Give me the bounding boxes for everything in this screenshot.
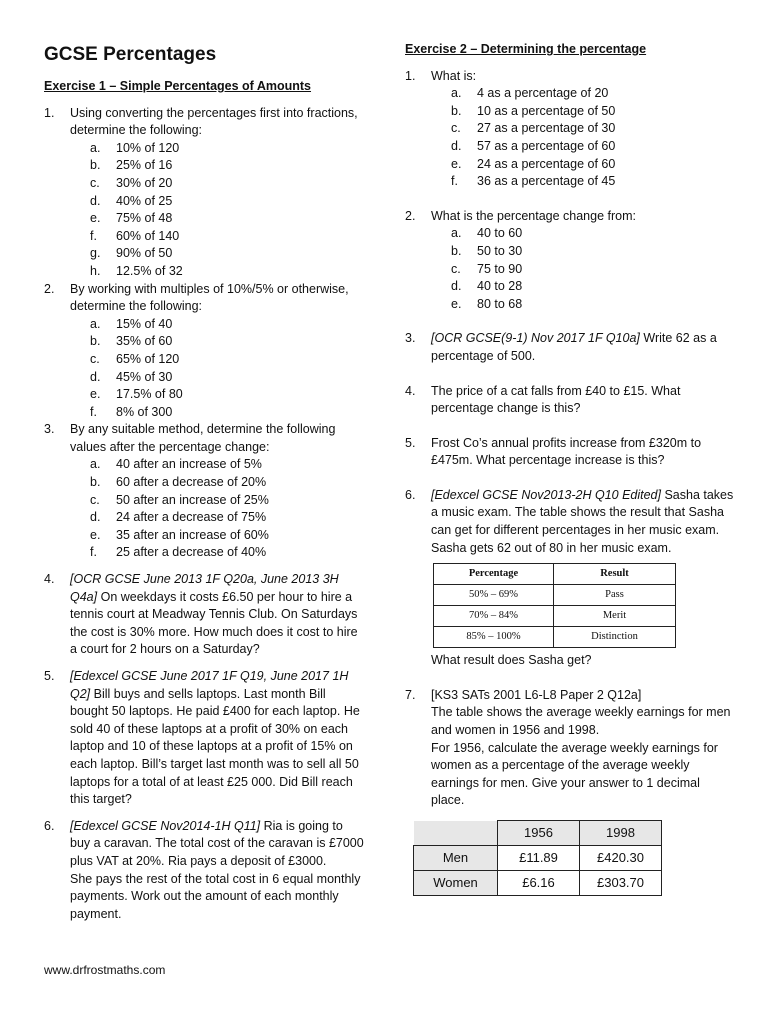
sub-part-text: 40 to 60 xyxy=(477,226,523,241)
sub-part xyxy=(451,261,735,279)
question-source: [KS3 SATs 2001 L6-L8 Paper 2 Q12a] xyxy=(431,687,642,702)
table-cell: £303.70 xyxy=(580,871,662,896)
question-body: Sasha takes a music exam. The table shows the result that Sasha can get for different percentages in her music exam. Sasha gets 62 out of 80 in her music exam. xyxy=(431,487,734,555)
question-number: 6. xyxy=(44,818,55,833)
sub-part-text: 75 to 90 xyxy=(477,261,523,276)
question-source: [Edexcel GCSE Nov2014-1H Q11] xyxy=(70,818,261,833)
sub-part-text: 25% of 16 xyxy=(116,158,173,173)
exercise-1-column xyxy=(44,78,366,923)
ex1-question-5 xyxy=(44,668,366,809)
table-cell: £420.30 xyxy=(580,846,662,871)
sub-part xyxy=(451,278,735,296)
exercise-1-heading: Exercise 1 – Simple Percentages of Amounts xyxy=(44,79,312,93)
question-prompt: What result does Sasha get? xyxy=(431,653,592,668)
question-number: 5. xyxy=(405,435,416,450)
sub-part-text: 25 after a decrease of 40% xyxy=(116,545,267,560)
sub-part xyxy=(451,156,735,174)
ex2-question-5 xyxy=(405,435,735,470)
sub-part-letter: g. xyxy=(90,246,101,261)
sub-part-letter: a. xyxy=(90,140,101,155)
sub-part xyxy=(90,333,366,351)
sub-part-letter: c. xyxy=(90,492,100,507)
sub-part-letter: b. xyxy=(90,158,101,173)
earnings-table xyxy=(413,820,662,896)
sub-part-text: 65% of 120 xyxy=(116,351,180,366)
sub-part-text: 40% of 25 xyxy=(116,193,173,208)
sub-part xyxy=(90,404,366,422)
sub-part-letter: b. xyxy=(90,334,101,349)
question-number: 7. xyxy=(405,687,416,702)
question-text: Using converting the percentages first into fractions, determine the following: xyxy=(70,105,358,138)
sub-part-text: 4 as a percentage of 20 xyxy=(477,86,609,101)
question-number: 3. xyxy=(405,331,416,346)
sub-part-text: 12.5% of 32 xyxy=(116,263,183,278)
sub-part-text: 35 after an increase of 60% xyxy=(116,527,269,542)
question-number: 2. xyxy=(44,281,55,296)
sub-part-text: 36 as a percentage of 45 xyxy=(477,174,616,189)
sub-part-text: 35% of 60 xyxy=(116,334,173,349)
question-text xyxy=(70,571,366,659)
sub-part xyxy=(451,243,735,261)
exercise-2-heading: Exercise 2 – Determining the percentage xyxy=(405,42,647,56)
result-table xyxy=(433,563,676,648)
question-number: 5. xyxy=(44,669,55,683)
sub-part-letter: f. xyxy=(90,228,97,243)
sub-part xyxy=(90,193,366,211)
sub-part-text: 50 after an increase of 25% xyxy=(116,492,269,507)
sub-part xyxy=(451,85,735,103)
question-text: Frost Co’s annual profits increase from £320m to £475m. What percentage increase is this? xyxy=(431,435,702,468)
sub-part-text: 45% of 30 xyxy=(116,369,173,384)
ex2-question-2 xyxy=(405,208,735,314)
sub-parts-list xyxy=(70,316,366,422)
ex1-question-4 xyxy=(44,571,366,659)
sub-part-letter: d. xyxy=(451,279,462,294)
sub-part-letter: b. xyxy=(451,243,462,258)
sub-part-letter: f. xyxy=(90,545,97,560)
question-number: 1. xyxy=(44,105,55,120)
question-number: 1. xyxy=(405,68,416,83)
sub-part xyxy=(90,509,366,527)
sub-part-letter: a. xyxy=(90,457,101,472)
column-header-year: 1998 xyxy=(580,821,662,846)
question-body: Bill buys and sells laptops. Last month Bill bought 50 laptops. He paid £400 for each laptop. He sold 40 of these laptops at a profit of 30% on each laptop and 10 of these laptops at a profit of 15% on each laptop. Bill’s target last month was to sell all 50 laptops for a total of at least £25 000. Did Bill reach this target? xyxy=(70,686,360,807)
table-row xyxy=(414,846,662,871)
table-cell: £6.16 xyxy=(498,871,580,896)
question-body: Ria is going to buy a caravan. The total cost of the caravan is £7000 plus VAT at 20%. Ria pays a deposit of £3000. xyxy=(70,818,364,868)
exercise-2-column xyxy=(405,41,735,896)
question-source: [OCR GCSE(9-1) Nov 2017 1F Q10a] xyxy=(431,331,640,346)
ex1-question-2 xyxy=(44,281,366,422)
sub-part xyxy=(90,245,366,263)
sub-part xyxy=(451,225,735,243)
sub-part-letter: f. xyxy=(451,174,458,189)
sub-part-text: 15% of 40 xyxy=(116,316,173,331)
sub-part-text: 40 after an increase of 5% xyxy=(116,457,262,472)
sub-part-letter: e. xyxy=(90,211,101,226)
ex2-question-7 xyxy=(405,687,735,810)
sub-part-letter: e. xyxy=(90,387,101,402)
sub-part xyxy=(90,544,366,562)
sub-part-letter: d. xyxy=(90,193,101,208)
question-source: [Edexcel GCSE June 2017 1F Q19, June 2017 1H Q2] xyxy=(70,669,349,701)
question-text xyxy=(70,818,366,871)
sub-part xyxy=(90,175,366,193)
ex2-question-4 xyxy=(405,383,735,418)
sub-part-text: 50 to 30 xyxy=(477,243,523,258)
sub-part-text: 30% of 20 xyxy=(116,175,173,190)
sub-part xyxy=(90,228,366,246)
table-cell: 70% – 84% xyxy=(434,606,554,627)
question-text: By working with multiples of 10%/5% or otherwise, determine the following: xyxy=(70,281,349,314)
sub-part-text: 27 as a percentage of 30 xyxy=(477,121,616,136)
sub-part-letter: a. xyxy=(90,316,101,331)
sub-part xyxy=(90,492,366,510)
sub-part-text: 60% of 140 xyxy=(116,228,180,243)
sub-part xyxy=(90,369,366,387)
sub-part-letter: h. xyxy=(90,263,101,278)
page-title: GCSE Percentages xyxy=(44,44,217,65)
question-text: What is: xyxy=(431,68,477,83)
sub-part-letter: c. xyxy=(451,121,461,136)
sub-part-letter: b. xyxy=(451,103,462,118)
ex2-question-6 xyxy=(405,487,735,670)
sub-part-text: 10 as a percentage of 50 xyxy=(477,103,616,118)
row-header: Men xyxy=(414,846,498,871)
sub-part-letter: e. xyxy=(90,527,101,542)
empty-corner-cell xyxy=(414,821,498,846)
question-source: [Edexcel GCSE Nov2013-2H Q10 Edited] xyxy=(431,487,661,502)
column-header: Percentage xyxy=(434,564,554,585)
sub-part-text: 90% of 50 xyxy=(116,246,173,261)
sub-part-letter: e. xyxy=(451,156,462,171)
question-source: [OCR GCSE June 2013 1F Q20a, June 2013 3H Q4a] xyxy=(70,572,339,604)
question-number: 2. xyxy=(405,208,416,223)
sub-part xyxy=(90,351,366,369)
sub-part-letter: d. xyxy=(90,369,101,384)
sub-part-text: 10% of 120 xyxy=(116,140,180,155)
sub-part xyxy=(90,210,366,228)
table-header-row xyxy=(414,821,662,846)
sub-part-letter: d. xyxy=(90,510,101,525)
sub-part xyxy=(90,456,366,474)
sub-part xyxy=(451,120,735,138)
question-text: By any suitable method, determine the following values after the percentage change: xyxy=(70,422,336,454)
ex2-question-3 xyxy=(405,330,735,365)
question-number: 4. xyxy=(44,572,55,587)
sub-part-text: 80 to 68 xyxy=(477,296,523,311)
sub-part-letter: b. xyxy=(90,475,101,490)
sub-part xyxy=(90,474,366,492)
question-number: 4. xyxy=(405,383,416,398)
sub-part xyxy=(90,316,366,334)
table-cell: Merit xyxy=(554,606,676,627)
sub-part-text: 17.5% of 80 xyxy=(116,387,183,402)
question-text: What is the percentage change from: xyxy=(431,208,636,223)
sub-parts-list xyxy=(431,85,735,191)
question-text xyxy=(431,487,735,557)
table-row xyxy=(434,585,676,606)
ex1-question-6 xyxy=(44,818,366,924)
table-header-row xyxy=(434,564,676,585)
table-row xyxy=(414,871,662,896)
table-row xyxy=(434,606,676,627)
sub-part xyxy=(90,157,366,175)
question-text xyxy=(70,668,366,809)
footer-url: www.drfrostmaths.com xyxy=(44,963,166,977)
sub-part xyxy=(90,263,366,281)
table-cell: 85% – 100% xyxy=(434,627,554,648)
sub-part-text: 40 to 28 xyxy=(477,279,523,294)
table-cell: Pass xyxy=(554,585,676,606)
question-text-continued: She pays the rest of the total cost in 6 equal monthly payments. Work out the amount of each monthly payment. xyxy=(70,871,361,921)
sub-part-letter: f. xyxy=(90,404,97,419)
sub-parts-list xyxy=(70,456,366,562)
sub-part-letter: a. xyxy=(451,226,462,241)
column-header: Result xyxy=(554,564,676,585)
sub-part xyxy=(90,140,366,158)
sub-part-text: 75% of 48 xyxy=(116,211,173,226)
question-text-continued: For 1956, calculate the average weekly earnings for women as a percentage of the average weekly earnings for men. Give your answer to 1 decimal place. xyxy=(431,740,718,808)
table-cell: Distinction xyxy=(554,627,676,648)
sub-part xyxy=(90,386,366,404)
sub-part-letter: e. xyxy=(451,296,462,311)
sub-part-text: 24 after a decrease of 75% xyxy=(116,510,267,525)
sub-part-letter: d. xyxy=(451,138,462,153)
sub-part xyxy=(451,296,735,314)
table-row xyxy=(434,627,676,648)
sub-part-letter: c. xyxy=(90,175,100,190)
sub-part-text: 57 as a percentage of 60 xyxy=(477,138,616,153)
question-text: The table shows the average weekly earnings for men and women in 1956 and 1998. xyxy=(431,705,731,738)
question-body: On weekdays it costs £6.50 per hour to hire a tennis court at Meadway Tennis Club. On Saturdays the cost is 30% more. How much does it cost to hire a court for 2 hours on a Saturday? xyxy=(70,589,358,657)
sub-part xyxy=(451,173,735,191)
sub-part-letter: c. xyxy=(90,351,100,366)
sub-parts-list xyxy=(70,140,366,281)
question-text: The price of a cat falls from £40 to £15. What percentage change is this? xyxy=(431,383,681,416)
question-number: 6. xyxy=(405,487,416,502)
sub-parts-list xyxy=(431,225,735,313)
sub-part xyxy=(451,103,735,121)
question-body: Write 62 as a percentage of 500. xyxy=(431,331,717,363)
sub-part-text: 24 as a percentage of 60 xyxy=(477,156,616,171)
column-header-year: 1956 xyxy=(498,821,580,846)
sub-part-letter: c. xyxy=(451,261,461,276)
ex1-question-3 xyxy=(44,421,366,562)
question-number: 3. xyxy=(44,422,55,437)
sub-part-text: 60 after a decrease of 20% xyxy=(116,475,267,490)
table-cell: £11.89 xyxy=(498,846,580,871)
ex2-question-1 xyxy=(405,68,735,191)
sub-part xyxy=(90,527,366,545)
question-text xyxy=(431,330,735,365)
table-cell: 50% – 69% xyxy=(434,585,554,606)
sub-part xyxy=(451,138,735,156)
sub-part-letter: a. xyxy=(451,86,462,101)
row-header: Women xyxy=(414,871,498,896)
sub-part-text: 8% of 300 xyxy=(116,404,173,419)
ex1-question-1 xyxy=(44,105,366,281)
